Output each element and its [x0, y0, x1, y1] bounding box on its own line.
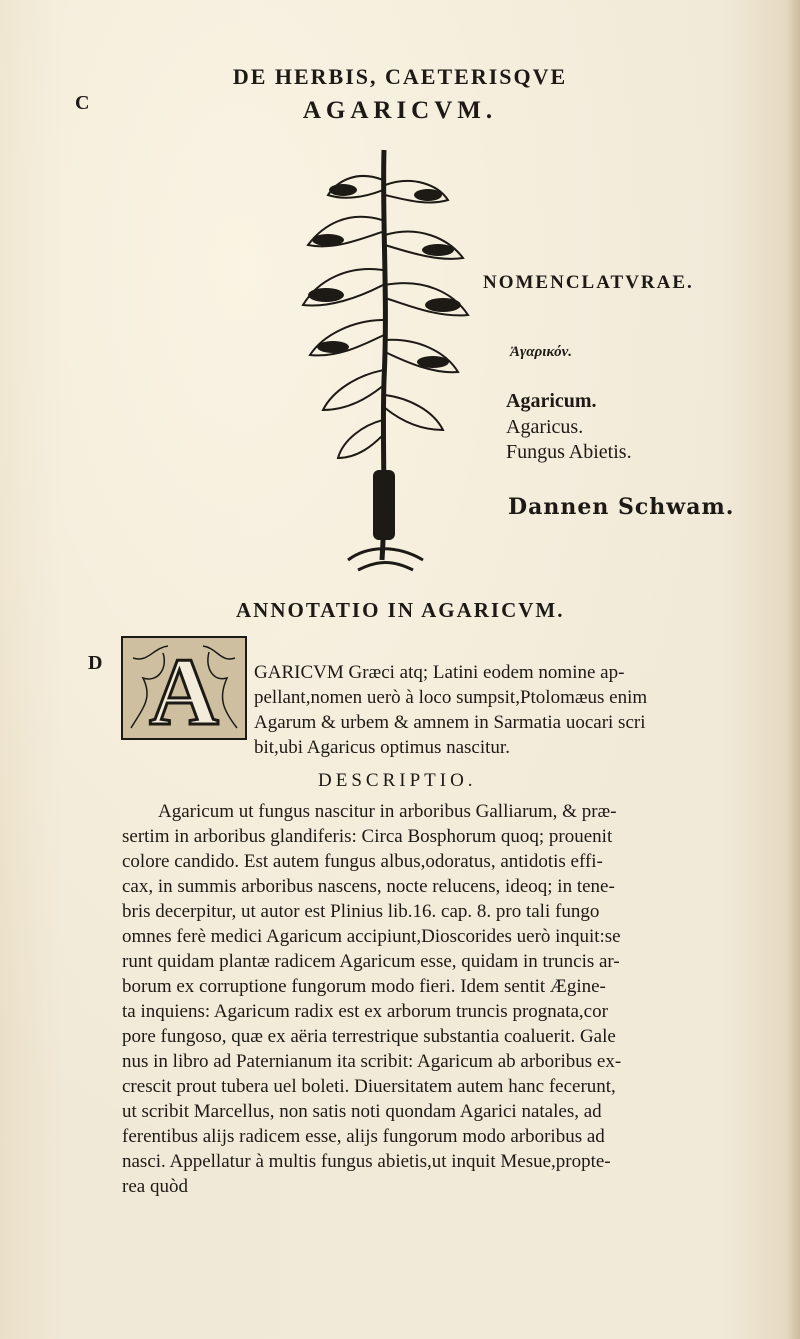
annotation-line-3: Agarum & urbem & amnem in Sarmatia uocari scri: [254, 712, 646, 733]
description-line-13: ut scribit Marcellus, non satis noti quondam Agarici natales, ad: [122, 1101, 602, 1122]
annotation-line-2: pellant,nomen uerò à loco sumpsit,Ptolomæus enim: [254, 687, 648, 708]
description-line-12: crescit prout tubera uel boleti. Diuersitatem autem hanc fecerunt,: [122, 1076, 616, 1097]
margin-letter-d: D: [88, 652, 103, 674]
description-line-8: borum ex corruptione fungorum modo fieri. Idem sentit Ægine-: [122, 976, 606, 997]
description-line-15: nasci. Appellatur à multis fungus abietis,ut inquit Mesue,propte-: [122, 1151, 611, 1172]
latin-name-3: Fungus Abietis.: [506, 441, 632, 463]
description-line-10: pore fungoso, quæ ex aëria terrestrique substantia coaluerit. Gale: [122, 1026, 616, 1047]
nomenclature-title: NOMENCLATVRAE.: [483, 272, 694, 293]
description-line-11: nus in libro ad Paternianum ita scribit: Agaricum ab arboribus ex-: [122, 1051, 622, 1072]
latin-name-1: Agaricum.: [506, 390, 597, 412]
decorated-initial: [121, 636, 247, 740]
initial-letter: A: [149, 638, 219, 738]
chapter-title: AGARICVM.: [302, 97, 498, 124]
margin-letter-c: C: [75, 92, 90, 114]
annotation-heading: ANNOTATIO IN AGARICVM.: [236, 598, 565, 622]
description-line-16: rea quòd: [122, 1176, 188, 1197]
description-line-2: sertim in arboribus glandiferis: Circa Bosphorum quoq; prouenit: [122, 826, 613, 847]
description-line-7: runt quidam plantæ radicem Agaricum esse, quidam in truncis ar-: [122, 951, 620, 972]
description-line-14: ferentibus alijs radicem esse, alijs fungorum modo arboribus ad: [122, 1126, 605, 1147]
german-name: Dannen Schwam.: [508, 494, 735, 520]
description-line-6: omnes ferè medici Agaricum accipiunt,Dioscorides uerò inquit:se: [122, 926, 621, 947]
description-line-4: cax, in summis arboribus nascens, nocte relucens, ideoq; in tene-: [122, 876, 615, 897]
latin-name-2: Agaricus.: [506, 416, 584, 438]
running-head-title: DE HERBIS, CAETERISQVE: [232, 64, 568, 89]
plant-woodcut-icon: [288, 140, 488, 580]
description-line-3: colore candido. Est autem fungus albus,odoratus, antidotis effi-: [122, 851, 603, 872]
description-line-9: ta inquiens: Agaricum radix est ex arborum truncis prognata,cor: [122, 1001, 608, 1022]
annotation-line-1: GARICVM Græci atq; Latini eodem nomine ap-: [254, 662, 625, 683]
annotation-line-4: bit,ubi Agaricus optimus nascitur.: [254, 737, 510, 758]
page-edge-shadow: [786, 0, 800, 1339]
description-line-5: bris decerpitur, ut autor est Plinius lib.16. cap. 8. pro tali fungo: [122, 901, 600, 922]
greek-name: Ἀγαρικόν.: [510, 344, 573, 360]
description-heading: DESCRIPTIO.: [318, 770, 477, 791]
description-line-1: Agaricum ut fungus nascitur in arboribus Galliarum, & præ-: [158, 801, 617, 822]
